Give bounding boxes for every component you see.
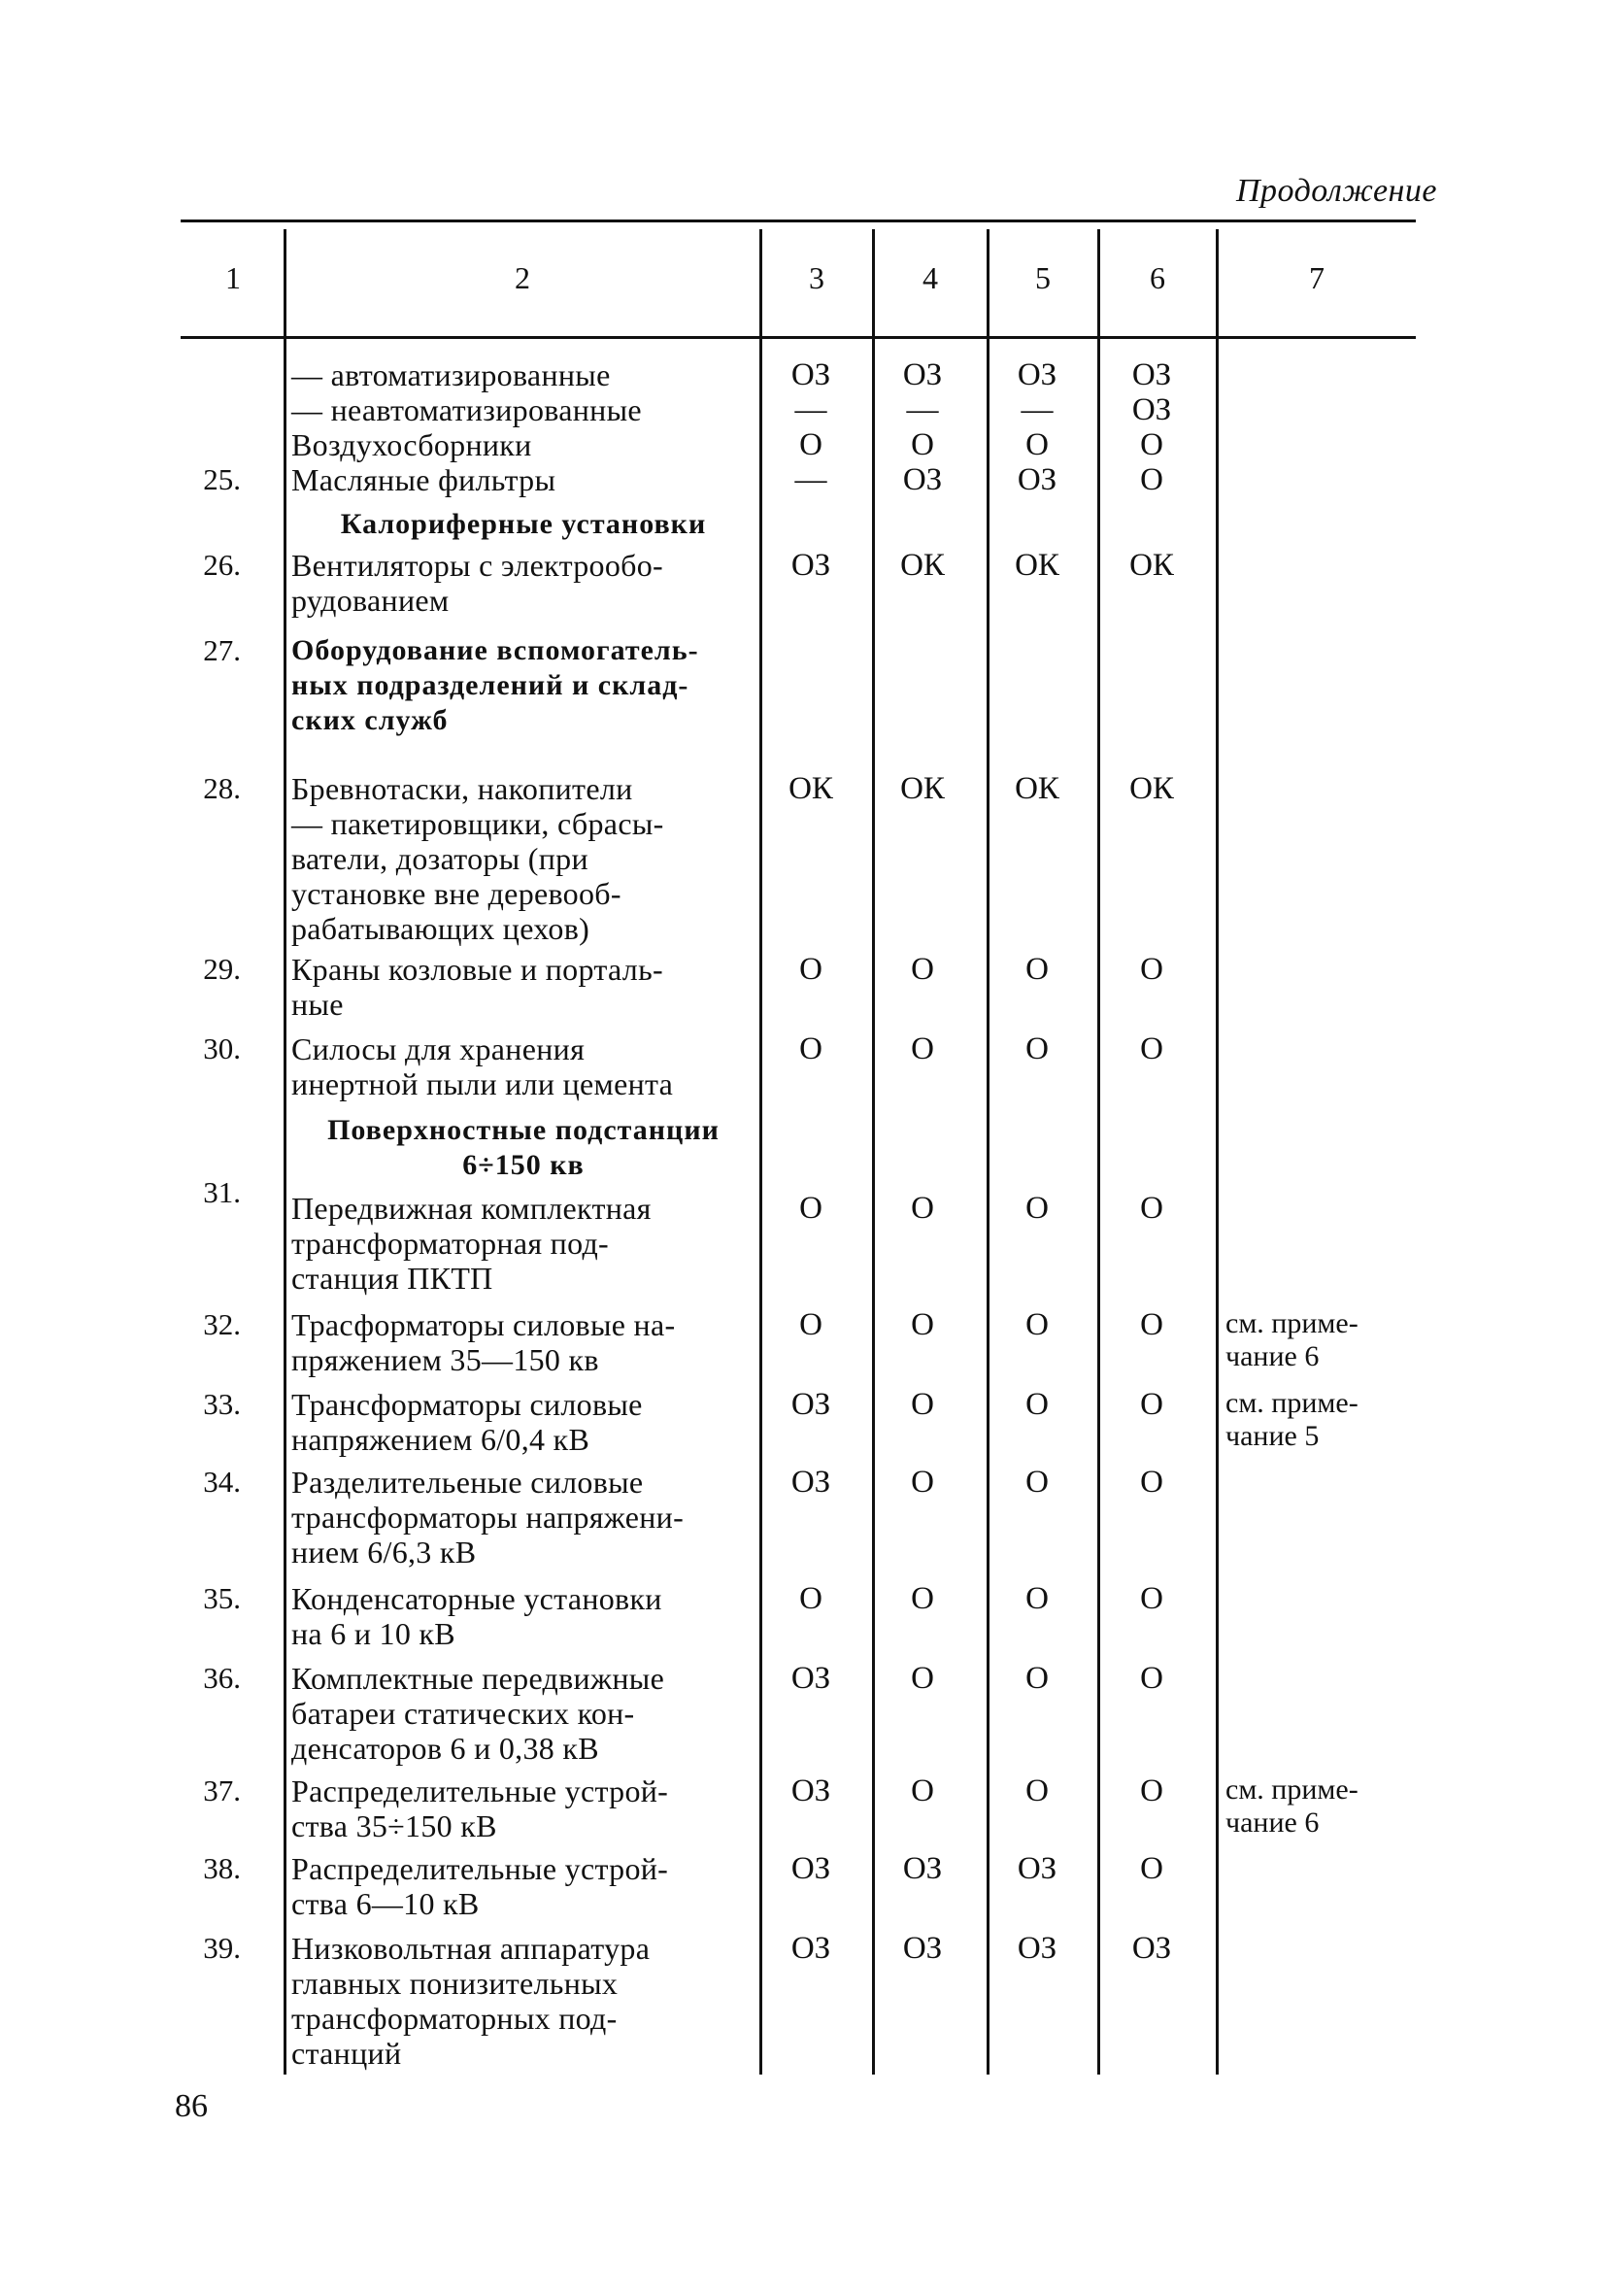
- row-col3: О: [799, 1031, 822, 1066]
- row-number: 25.: [203, 462, 241, 496]
- row-name: Краны козловые и порталь- ные: [291, 952, 663, 1022]
- row-col6: О: [1140, 952, 1163, 987]
- row-col6: О: [1140, 1773, 1163, 1808]
- row-col6: О: [1140, 1581, 1163, 1616]
- row-number: 29.: [203, 952, 241, 986]
- row-col3: ОЗ: [790, 1661, 831, 1696]
- row-col3: ОЗ: [790, 1387, 831, 1422]
- row-col5: О: [1025, 1387, 1049, 1422]
- row-name: Комплектные передвижные батареи статических кон- денсаторов 6 и 0,38 кВ: [291, 1661, 665, 1766]
- row-col4: ОЗ: [902, 1931, 943, 1966]
- row-col6: ОК: [1129, 771, 1174, 806]
- row-note: см. приме- чание 5: [1225, 1387, 1358, 1452]
- row-col3: ОЗ: [790, 1851, 831, 1886]
- row-name: Масляные фильтры: [291, 462, 556, 497]
- row-col4: О: [911, 1387, 934, 1422]
- row-col6: О: [1140, 1851, 1163, 1886]
- row-col6: О: [1140, 1465, 1163, 1500]
- row-col3: —: [794, 462, 827, 497]
- row-number: 27.: [203, 633, 241, 667]
- row-col5: ОЗ: [1017, 1851, 1057, 1886]
- col-divider-6: [1216, 229, 1219, 2075]
- row-name: Конденсаторные установки на 6 и 10 кВ: [291, 1581, 662, 1651]
- row-col4: ОЗ: [902, 1851, 943, 1886]
- row-col3: ОЗ: [790, 1773, 831, 1808]
- header-bottom-rule: [181, 336, 1416, 339]
- col-header-2: 2: [515, 260, 530, 295]
- row-col4: ОЗ — О: [902, 357, 943, 462]
- section-heading-text: Калориферные установки: [340, 508, 707, 540]
- row-col4: ОК: [900, 548, 945, 583]
- row-name: Низковольтная аппаратура главных понизительных трансформаторных под- станций: [291, 1931, 651, 2071]
- row-col5: О: [1025, 1307, 1049, 1342]
- row-col5: О: [1025, 1191, 1049, 1226]
- row-number: 31.: [203, 1175, 241, 1209]
- row-col4: ОЗ: [902, 462, 943, 497]
- row-note: см. приме- чание 6: [1225, 1773, 1358, 1839]
- row-col5: О: [1025, 1661, 1049, 1696]
- row-name: Оборудование вспомогатель- ных подразделений и склад- ских служб: [291, 634, 699, 736]
- row-col4: ОК: [900, 771, 945, 806]
- row-col3: ОЗ: [790, 548, 831, 583]
- row-number: 39.: [203, 1931, 241, 1965]
- continuation-label: Продолжение: [1235, 173, 1437, 209]
- row-col4: О: [911, 1307, 934, 1342]
- row-col4: О: [911, 1031, 934, 1066]
- col-header-3: 3: [809, 260, 824, 295]
- col-divider-1: [284, 229, 286, 2075]
- row-col3: ОЗ: [790, 1931, 831, 1966]
- row-number: 33.: [203, 1387, 241, 1421]
- row-number: 26.: [203, 548, 241, 582]
- row-name: Трасформаторы силовые на- пряжением 35—150 кв: [291, 1307, 676, 1377]
- row-col3: О: [799, 952, 822, 987]
- row-col6: ОЗ ОЗ О: [1131, 357, 1172, 462]
- row-col5: О: [1025, 1031, 1049, 1066]
- row-col5: ОК: [1015, 548, 1059, 583]
- row-col6: О: [1140, 1031, 1163, 1066]
- row-note: см. приме- чание 6: [1225, 1307, 1358, 1372]
- row-col5: О: [1025, 1773, 1049, 1808]
- row-col3: ОК: [788, 771, 833, 806]
- row-col5: О: [1025, 1465, 1049, 1500]
- row-name: Силосы для хранения инертной пыли или цемента: [291, 1031, 674, 1101]
- row-col5: ОК: [1015, 771, 1059, 806]
- row-col5: ОЗ — О: [1017, 357, 1057, 462]
- row-name: — автоматизированные — неавтоматизированные Воздухосборники: [291, 357, 642, 462]
- row-col6: О: [1140, 462, 1163, 497]
- row-col5: ОЗ: [1017, 1931, 1057, 1966]
- row-number: 38.: [203, 1851, 241, 1885]
- row-number: 28.: [203, 771, 241, 805]
- row-col4: О: [911, 952, 934, 987]
- row-col3: О: [799, 1307, 822, 1342]
- row-col4: О: [911, 1581, 934, 1616]
- row-col3: ОЗ — О: [790, 357, 831, 462]
- row-name: Распределительные устрой- ства 6—10 кВ: [291, 1851, 669, 1921]
- row-col6: О: [1140, 1661, 1163, 1696]
- row-col5: О: [1025, 952, 1049, 987]
- header-top-rule: [181, 219, 1416, 222]
- col-header-6: 6: [1150, 260, 1165, 295]
- row-col4: О: [911, 1661, 934, 1696]
- row-number: 35.: [203, 1581, 241, 1615]
- row-col4: О: [911, 1191, 934, 1226]
- row-name: Вентиляторы с электрообо- рудованием: [291, 548, 663, 618]
- row-number: 30.: [203, 1031, 241, 1065]
- row-col6: О: [1140, 1307, 1163, 1342]
- row-name: Трансформаторы силовые напряжением 6/0,4 кВ: [291, 1387, 643, 1457]
- col-header-1: 1: [225, 260, 241, 295]
- row-name: Бревнотаски, накопители — пакетировщики, сбрасы- ватели, дозаторы (при установке вне деревооб- рабатывающих цехов): [291, 771, 664, 946]
- row-col3: О: [799, 1581, 822, 1616]
- row-col6: О: [1140, 1387, 1163, 1422]
- page-number: 86: [175, 2088, 208, 2124]
- row-col5: О: [1025, 1581, 1049, 1616]
- row-col6: ОК: [1129, 548, 1174, 583]
- row-col4: О: [911, 1465, 934, 1500]
- row-name: Передвижная комплектная трансформаторная под- станция ПКТП: [291, 1191, 652, 1296]
- row-number: 36.: [203, 1661, 241, 1695]
- row-number: 37.: [203, 1773, 241, 1807]
- row-col3: О: [799, 1191, 822, 1226]
- row-name: Распределительные устрой- ства 35÷150 кВ: [291, 1773, 669, 1843]
- row-number: 32.: [203, 1307, 241, 1341]
- row-col5: ОЗ: [1017, 462, 1057, 497]
- section-heading-text: Поверхностные подстанции 6÷150 кв: [327, 1114, 720, 1181]
- row-col4: О: [911, 1773, 934, 1808]
- row-col6: О: [1140, 1191, 1163, 1226]
- col-header-5: 5: [1035, 260, 1051, 295]
- row-col6: ОЗ: [1131, 1931, 1172, 1966]
- col-header-7: 7: [1309, 260, 1325, 295]
- row-col3: ОЗ: [790, 1465, 831, 1500]
- col-header-4: 4: [922, 260, 938, 295]
- row-number: 34.: [203, 1465, 241, 1499]
- col-divider-5: [1097, 229, 1100, 2075]
- row-name: Разделительеные силовые трансформаторы напряжени- нием 6/6,3 кВ: [291, 1465, 685, 1570]
